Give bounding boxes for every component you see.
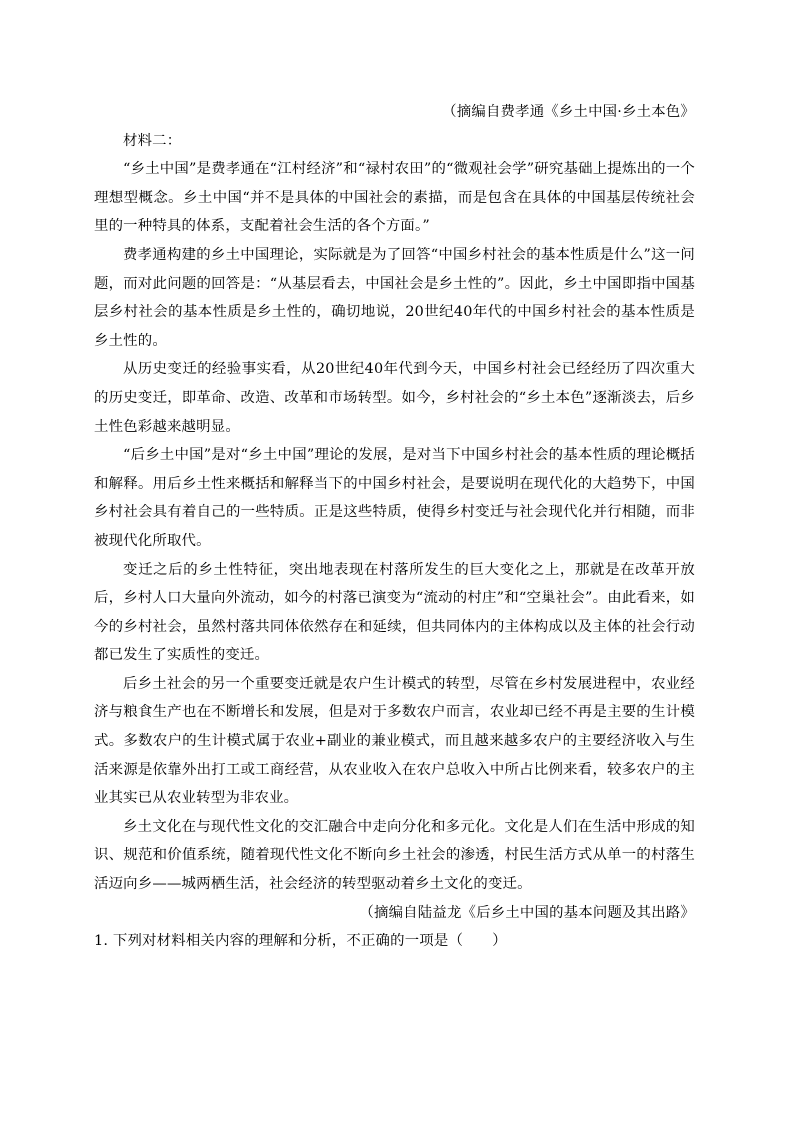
citation-source-1: （摘编自费孝通《乡土中国·乡土本色》 <box>442 104 695 120</box>
question-1: 1. 下列对材料相关内容的理解和分析，不正确的一项是（ ） <box>94 933 507 950</box>
paragraph-4: “后乡土中国”是对“乡土中国”理论的发展，是对当下中国乡村社会的基本性质的理论概括和解释。用后乡土性来概括和解释当下的中国乡村社会，是要说明在现代化的大趋势下，中国乡村社会具有着自己的一些特质。正是这些特质，使得乡村变迁与社会现代化并行相随，而非被现代化所取代。 <box>94 447 695 549</box>
paragraph-3: 从历史变迁的经验事实看，从20世纪40年代到今天，中国乡村社会已经经历了四次重大的历史变迁，即革命、改造、改革和市场转型。如今，乡村社会的“乡土本色”逐渐淡去，后乡土性色彩越来越明显。 <box>94 361 695 435</box>
paragraph-2: 费孝通构建的乡土中国理论，实际就是为了回答“中国乡村社会的基本性质是什么”这一问题，而对此问题的回答是：“从基层看去，中国社会是乡土性的”。因此，乡土中国即指中国基层乡村社会的基本性质是乡土性的，确切地说，20世纪40年代的中国乡村社会的基本性质是乡土性的。 <box>94 246 695 349</box>
citation-source-2: （摘编自陆益龙《后乡土中国的基本问题及其出路》 <box>359 904 695 921</box>
paragraph-7: 乡土文化在与现代性文化的交汇融合中走向分化和多元化。文化是人们在生活中形成的知识、规范和价值系统，随着现代性文化不断向乡土社会的渗透，村民生活方式从单一的村落生活迈向乡——城两栖生活，社会经济的转型驱动着乡土文化的变迁。 <box>94 818 695 893</box>
paragraph-1: “乡土中国”是费孝通在“江村经济”和“禄村农田”的“微观社会学”研究基础上提炼出的一个理想型概念。乡土中国“并不是具体的中国社会的素描，而是包含在具体的中国基层传统社会里的一种特具的体系，支配着社会生活的各个方面。” <box>94 161 695 235</box>
paragraph-6: 后乡土社会的另一个重要变迁就是农户生计模式的转型，尽管在乡村发展进程中，农业经济与粮食生产也在不断增长和发展，但是对于多数农户而言，农业却已经不再是主要的生计模式。多数农户的生计模式属于农业+副业的兼业模式，而且越来越多农户的主要经济收入与生活来源是依靠外出打工或工商经营，从农业收入在农户总收入中所占比例来看，较多农户的主业其实已从农业转型为非农业。 <box>94 675 695 807</box>
material-heading: 材料二： <box>123 132 182 149</box>
paragraph-5: 变迁之后的乡土性特征，突出地表现在村落所发生的巨大变化之上，那就是在改革开放后，乡村人口大量向外流动，如今的村落已演变为“流动的村庄”和“空巢社会”。由此看来，如今的乡村社会，虽然村落共同体依然存在和延续，但共同体内的主体构成以及主体的社会行动都已发生了实质性的变迁。 <box>94 561 695 664</box>
document-body <box>94 98 695 956</box>
